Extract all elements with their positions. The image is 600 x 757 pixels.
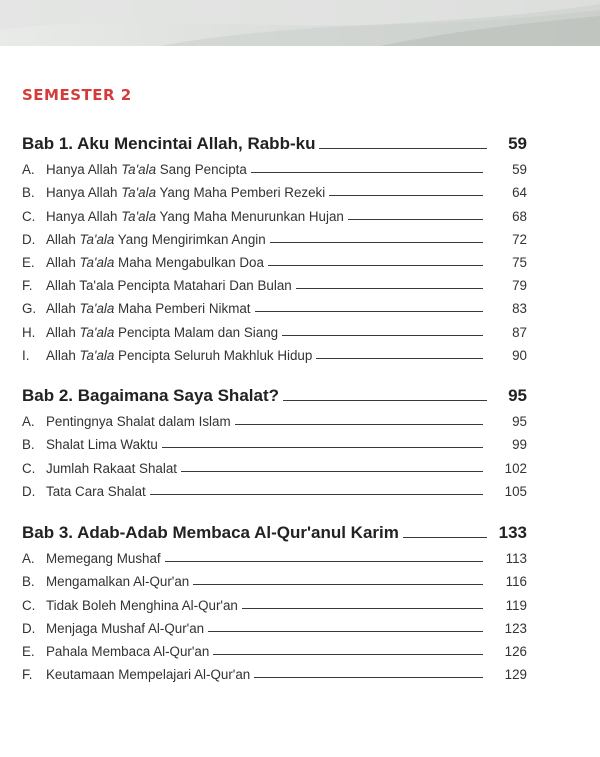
leader-line xyxy=(348,219,483,220)
entry-letter: I. xyxy=(22,347,30,363)
entry-title: Tidak Boleh Menghina Al-Qur'an xyxy=(46,597,238,613)
toc-entry[interactable] xyxy=(22,589,527,612)
entry-page-number: 87 xyxy=(512,324,527,340)
toc-entry[interactable] xyxy=(22,566,527,589)
entry-title: Menjaga Mushaf Al-Qur'an xyxy=(46,620,205,636)
leader-line xyxy=(150,494,483,495)
toc-entry[interactable] xyxy=(22,476,527,499)
chapter-page-number: 95 xyxy=(508,386,527,405)
chapter-heading[interactable] xyxy=(22,380,527,406)
entry-title: Hanya Allah Ta'ala Yang Maha Menurunkan Hujan xyxy=(46,208,344,224)
entry-title: Allah Ta'ala Pencipta Matahari Dan Bulan xyxy=(46,278,292,294)
entry-letter: C. xyxy=(22,597,36,613)
leader-line xyxy=(254,677,483,678)
entry-title: Memegang Mushaf xyxy=(46,551,161,567)
leader-line xyxy=(255,311,483,312)
entry-title: Tata Cara Shalat xyxy=(46,483,146,499)
toc-entry[interactable] xyxy=(22,224,527,247)
toc-entry[interactable] xyxy=(22,659,527,682)
chapter-title: Bab 2. Bagaimana Saya Shalat? xyxy=(22,386,279,405)
entry-title: Pentingnya Shalat dalam Islam xyxy=(46,414,231,430)
entry-title: Allah Ta'ala Maha Pemberi Nikmat xyxy=(46,301,251,317)
entry-title: Pahala Membaca Al-Qur'an xyxy=(46,643,210,659)
entry-letter: D. xyxy=(22,231,36,247)
entry-letter: A. xyxy=(22,162,35,178)
entry-letter: E. xyxy=(22,254,35,270)
toc-entry[interactable] xyxy=(22,316,527,339)
toc-entry[interactable] xyxy=(22,636,527,659)
entry-page-number: 68 xyxy=(512,208,527,224)
leader-line xyxy=(316,358,483,359)
entry-page-number: 95 xyxy=(512,414,527,430)
toc-entry[interactable] xyxy=(22,429,527,452)
entry-page-number: 116 xyxy=(505,574,527,590)
leader-line xyxy=(283,400,487,401)
entry-letter: F. xyxy=(22,667,33,683)
entry-page-number: 119 xyxy=(505,597,527,613)
entry-page-number: 113 xyxy=(505,551,527,567)
leader-line xyxy=(235,424,483,425)
toc-entry[interactable] xyxy=(22,406,527,429)
chapter-heading[interactable] xyxy=(22,128,527,154)
leader-line xyxy=(213,654,483,655)
entry-letter: E. xyxy=(22,643,35,659)
entry-page-number: 83 xyxy=(512,301,527,317)
chapter-3 xyxy=(22,517,527,682)
entry-letter: D. xyxy=(22,620,36,636)
entry-letter: H. xyxy=(22,324,36,340)
entry-title: Hanya Allah Ta'ala Sang Pencipta xyxy=(46,162,247,178)
entry-page-number: 126 xyxy=(504,643,527,659)
entry-letter: C. xyxy=(22,460,36,476)
entry-letter: B. xyxy=(22,185,35,201)
toc-entry[interactable] xyxy=(22,154,527,177)
toc-entry[interactable] xyxy=(22,340,527,363)
entry-page-number: 72 xyxy=(512,231,527,247)
entry-letter: C. xyxy=(22,208,36,224)
entry-title: Jumlah Rakaat Shalat xyxy=(46,460,178,476)
entry-title: Allah Ta'ala Pencipta Malam dan Siang xyxy=(46,324,279,340)
leader-line xyxy=(296,288,483,289)
entry-title: Shalat Lima Waktu xyxy=(46,437,158,453)
entry-title: Allah Ta'ala Pencipta Seluruh Makhluk Hidup xyxy=(46,347,313,363)
entry-title: Mengamalkan Al-Qur'an xyxy=(46,574,190,590)
toc-entry[interactable] xyxy=(22,177,527,200)
entry-letter: F. xyxy=(22,278,33,294)
chapter-2 xyxy=(22,380,527,499)
entry-title: Allah Ta'ala Maha Mengabulkan Doa xyxy=(46,254,264,270)
entry-page-number: 105 xyxy=(504,483,527,499)
entry-letter: B. xyxy=(22,437,35,453)
chapter-title: Bab 3. Adab-Adab Membaca Al-Qur'anul Karim xyxy=(22,523,399,542)
toc-entry[interactable] xyxy=(22,613,527,636)
entry-page-number: 129 xyxy=(504,667,527,683)
entry-page-number: 79 xyxy=(512,278,527,294)
leader-line xyxy=(268,265,483,266)
toc-entry[interactable] xyxy=(22,543,527,566)
header-banner xyxy=(0,0,600,46)
toc-entry[interactable] xyxy=(22,270,527,293)
leader-line xyxy=(270,242,483,243)
entry-title: Hanya Allah Ta'ala Yang Maha Pemberi Rezeki xyxy=(46,185,326,201)
entry-page-number: 99 xyxy=(512,437,527,453)
entry-page-number: 102 xyxy=(504,460,527,476)
toc-entry[interactable] xyxy=(22,293,527,316)
leader-line xyxy=(403,537,487,538)
toc-entry[interactable] xyxy=(22,247,527,270)
leader-line xyxy=(162,447,483,448)
entry-page-number: 75 xyxy=(512,254,527,270)
entry-title: Allah Ta'ala Yang Mengirimkan Angin xyxy=(46,231,266,247)
entry-letter: A. xyxy=(22,414,35,430)
leader-line xyxy=(208,631,483,632)
entry-page-number: 90 xyxy=(512,347,527,363)
chapter-title: Bab 1. Aku Mencintai Allah, Rabb-ku xyxy=(22,134,316,153)
leader-line xyxy=(329,195,483,196)
entry-page-number: 59 xyxy=(512,162,527,178)
chapter-1 xyxy=(22,128,527,363)
toc-entry[interactable] xyxy=(22,200,527,223)
entry-letter: A. xyxy=(22,551,35,567)
entry-letter: D. xyxy=(22,483,36,499)
entry-title: Keutamaan Mempelajari Al-Qur'an xyxy=(46,667,251,683)
entry-page-number: 64 xyxy=(512,185,527,201)
entry-letter: G. xyxy=(22,301,37,317)
leader-line xyxy=(282,335,483,336)
chapter-page-number: 59 xyxy=(508,134,527,153)
entry-letter: B. xyxy=(22,574,35,590)
leader-line xyxy=(181,471,483,472)
leader-line xyxy=(193,584,483,585)
chapter-heading[interactable] xyxy=(22,517,527,543)
entry-page-number: 123 xyxy=(504,620,527,636)
leader-line xyxy=(251,172,483,173)
toc-entry[interactable] xyxy=(22,452,527,475)
leader-line xyxy=(165,561,483,562)
chapter-page-number: 133 xyxy=(498,523,527,542)
leader-line xyxy=(319,148,487,149)
semester-heading: SEMESTER 2 xyxy=(22,86,132,104)
leader-line xyxy=(242,608,483,609)
